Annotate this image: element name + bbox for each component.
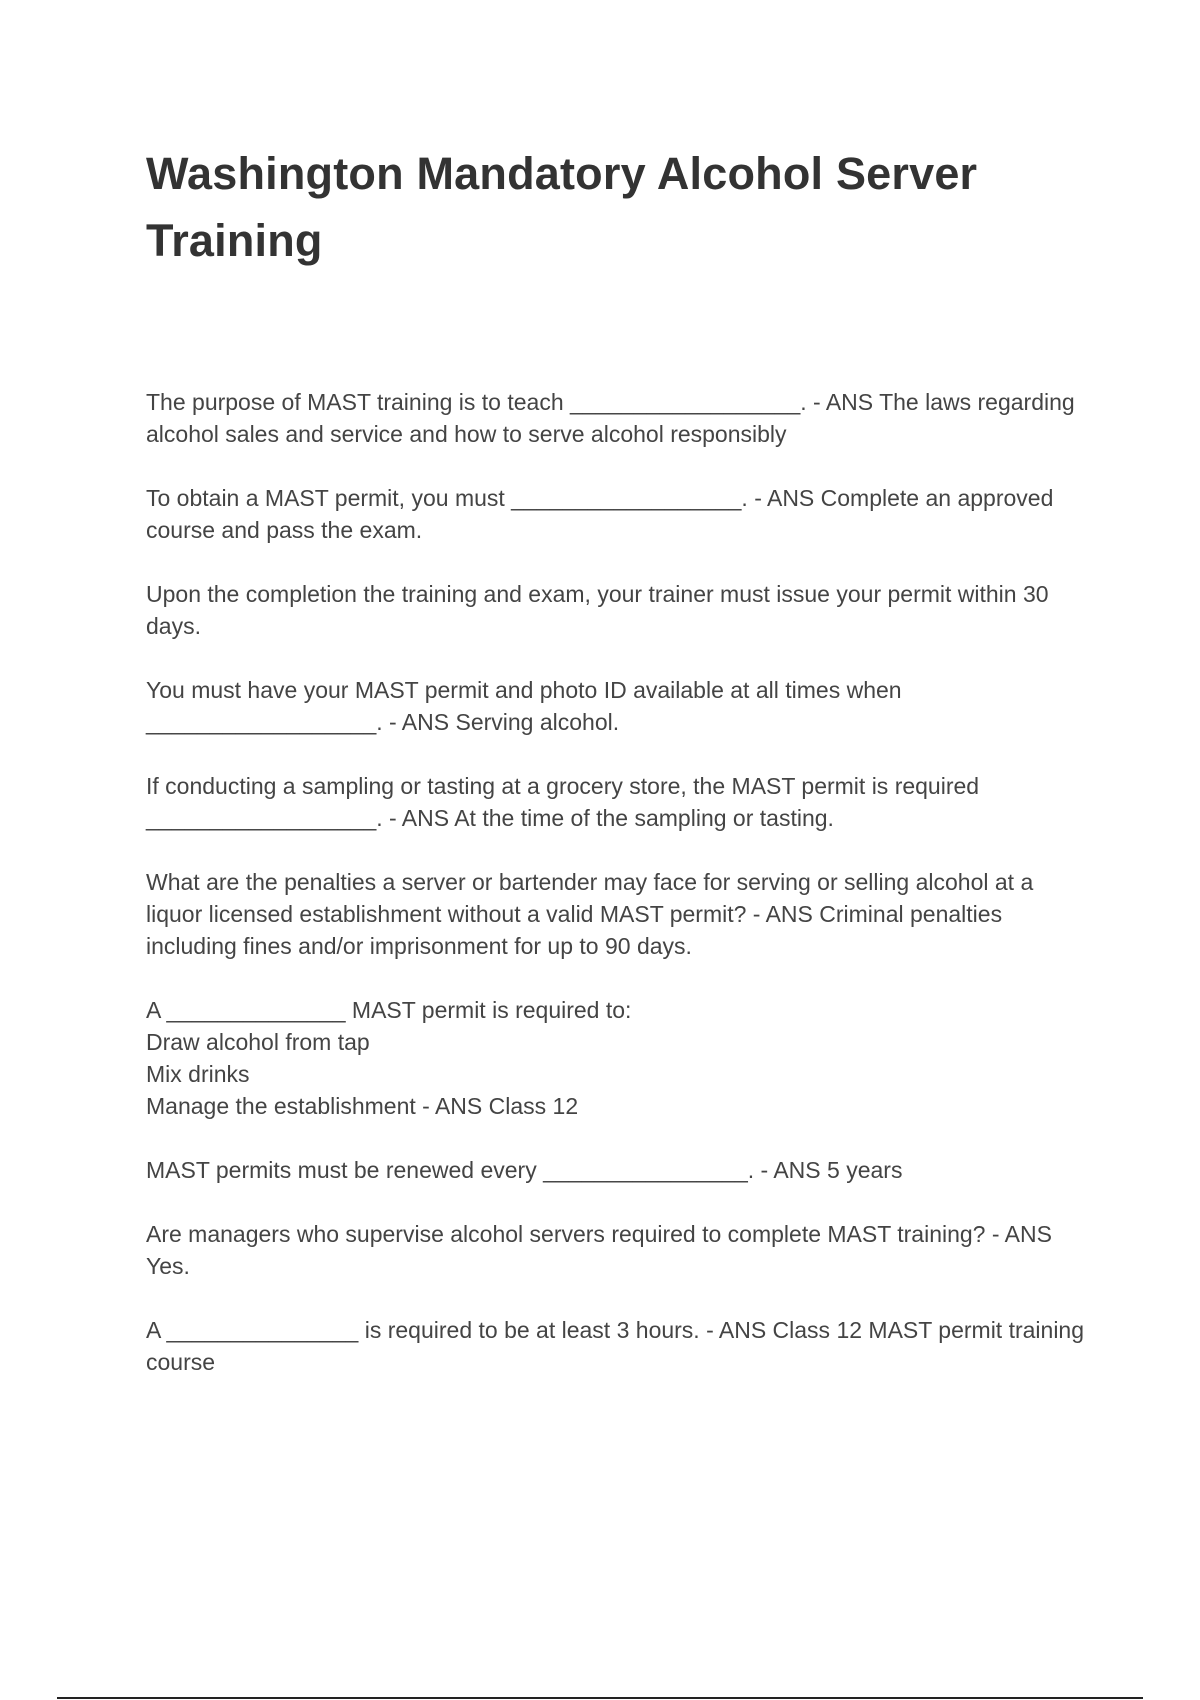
qa-item: A _______________ is required to be at least 3 hours. - ANS Class 12 MAST permit training course <box>146 1317 1085 1375</box>
qa-item: A ______________ MAST permit is required to: Draw alcohol from tap Mix drinks Manage the establishment - ANS Class 12 <box>146 997 632 1119</box>
document-page <box>146 140 1091 1410</box>
qa-item: To obtain a MAST permit, you must __________________. - ANS Complete an approved course and pass the exam. <box>146 485 1054 543</box>
qa-item: Are managers who supervise alcohol servers required to complete MAST training? - ANS Yes. <box>146 1221 1052 1279</box>
footer-divider <box>57 1697 1143 1699</box>
qa-item: You must have your MAST permit and photo ID available at all times when __________________. - ANS Serving alcohol. <box>146 677 902 735</box>
document-title: Washington Mandatory Alcohol Server Training <box>146 148 978 266</box>
qa-item: MAST permits must be renewed every ________________. - ANS 5 years <box>146 1157 903 1183</box>
qa-item: The purpose of MAST training is to teach __________________. - ANS The laws regarding alcohol sales and service and how to serve alcohol responsibly <box>146 389 1075 447</box>
qa-item: Upon the completion the training and exam, your trainer must issue your permit within 30 days. <box>146 581 1049 639</box>
qa-item: What are the penalties a server or bartender may face for serving or selling alcohol at a liquor licensed establishment without a valid MAST permit? - ANS Criminal penalties including fines and/or imprisonment for up to 90 days. <box>146 869 1034 959</box>
qa-list <box>146 386 1091 1378</box>
qa-item: If conducting a sampling or tasting at a grocery store, the MAST permit is required __________________. - ANS At the time of the sampling or tasting. <box>146 773 980 831</box>
